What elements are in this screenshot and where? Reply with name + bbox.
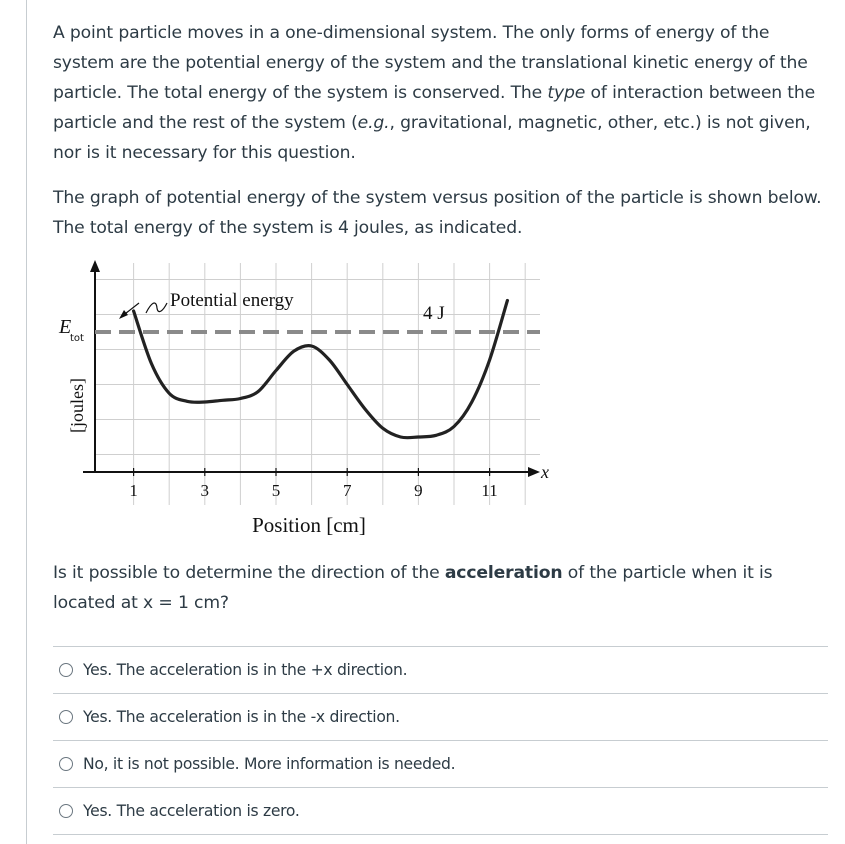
- y-axis-units-label: [joules]: [67, 378, 87, 433]
- x-axis-symbol: x: [541, 462, 549, 482]
- y-axis-label-group: [58, 316, 87, 433]
- potential-energy-annotation: Potential energy: [170, 290, 294, 311]
- x-axis-arrow-icon: [528, 467, 540, 477]
- answer-option-zero[interactable]: [53, 787, 828, 835]
- x-tick-label: 3: [200, 481, 210, 500]
- x-tick-label: 5: [271, 481, 281, 500]
- x-tick-label: 11: [481, 481, 498, 500]
- paragraph-2-text: The graph of potential energy of the system versus position of the particle is shown below. The total energy of the system is 4 joules, as indicated.: [53, 188, 822, 238]
- paragraph-1-text: A point particle moves in a one-dimensional system. The only forms of energy of the system are the potential energy of the system and the translational kinetic energy of the particle. The total energy of the system is conserved. The: [53, 23, 808, 103]
- x-tick-label: 7: [342, 481, 352, 500]
- x-tick-label: 1: [129, 481, 138, 500]
- chart-axes: [83, 260, 549, 482]
- prompt-text-end: of the particle when it is located at x = 1 cm?: [53, 563, 773, 613]
- total-energy-annotation: 4 J: [423, 303, 445, 324]
- radio-button[interactable]: [59, 710, 73, 724]
- answer-option-plus-x[interactable]: [53, 646, 828, 693]
- answer-label: Yes. The acceleration is zero.: [83, 802, 300, 820]
- answer-label: No, it is not possible. More information is needed.: [83, 755, 456, 773]
- question-paragraph-1: [53, 18, 833, 168]
- paragraph-1-italic-type: type: [547, 83, 586, 103]
- paragraph-1-text-mid: of interaction between the particle and the rest of the system (: [53, 83, 816, 133]
- radio-button[interactable]: [59, 804, 73, 818]
- answer-option-not-possible[interactable]: [53, 740, 828, 787]
- paragraph-1-text-end: , gravitational, magnetic, other, etc.) is not given, nor is it necessary for this question.: [53, 113, 811, 163]
- paragraph-1-italic-eg: e.g.: [357, 113, 390, 133]
- potential-energy-chart-svg: [53, 255, 548, 545]
- radio-button[interactable]: [59, 757, 73, 771]
- potential-energy-graph: [53, 255, 548, 545]
- question-text: [53, 18, 833, 243]
- answer-label: Yes. The acceleration is in the -x direction.: [83, 708, 400, 726]
- annotation-squiggle: [146, 303, 167, 313]
- y-axis-label-subscript: tot: [70, 333, 84, 344]
- x-axis-title: Position [cm]: [252, 513, 366, 537]
- radio-button[interactable]: [59, 663, 73, 677]
- question-prompt: [53, 558, 813, 618]
- x-tick-label: 9: [414, 481, 423, 500]
- question-paragraph-2: [53, 183, 833, 243]
- y-axis-arrow-icon: [90, 260, 100, 272]
- chart-series: [95, 301, 540, 438]
- left-border-rule: [26, 0, 27, 844]
- answer-option-minus-x[interactable]: [53, 693, 828, 740]
- answer-label: Yes. The acceleration is in the +x direction.: [83, 661, 408, 679]
- potential-energy-curve: [134, 301, 508, 438]
- prompt-bold-acceleration: acceleration: [444, 563, 563, 583]
- chart-annotations: [119, 290, 445, 324]
- y-axis-label-symbol: E: [59, 316, 72, 338]
- prompt-text-start: Is it possible to determine the direction of the: [53, 563, 445, 583]
- answer-options: [53, 646, 828, 835]
